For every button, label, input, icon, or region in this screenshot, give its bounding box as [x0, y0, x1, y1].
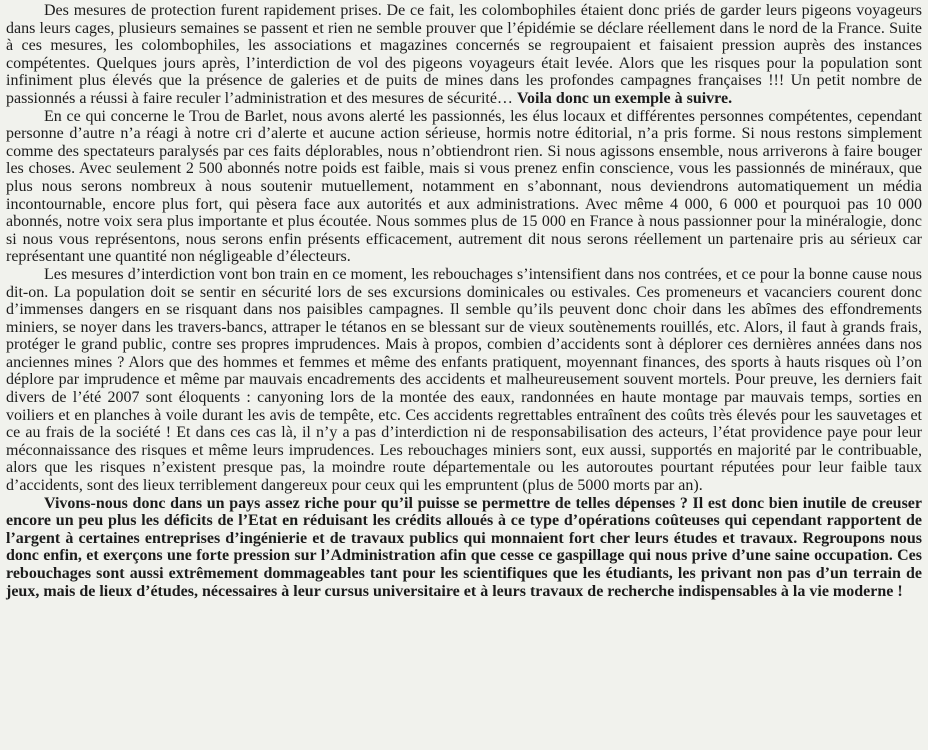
paragraph-pigeons-emphasis: Voila donc un exemple à suivre.: [516, 89, 733, 107]
paragraph-interdiction: Les mesures d’interdiction vont bon train en ce moment, les rebouchages s’intensifient dans nos contrées, et ce pour la bonne cause nous dit-on. La population doit se sentir en sécurité lors de ses excursions dominicales ou estivales. Ces promeneurs et vacanciers courent donc d’immenses dangers en se risquant dans nos paisibles campagnes. Il semble qu’ils peuvent donc choir dans les abîmes des effondrements miniers, se noyer dans les travers-bancs, attraper le tétanos en se blessant sur de vieux soutènements rouillés, etc. Alors, il faut à grands frais, protéger le grand public, contre ses propres imprudences. Mais à propos, combien d’accidents sont à déplorer ces dernières années dans nos anciennes mines ? Alors que des hommes et femmes et même des enfants pratiquent, moyennant finances, des sports à hauts risques où l’on déplore par imprudence et même par mauvais encadrements des accidents et malheureusement souvent mortels. Pour preuve, les derniers fait divers de l’été 2007 sont éloquents : canyoning lors de la montée des eaux, randonnées en haute montage par mauvais temps, sorties en voiliers et en planches à voile durant les avis de tempête, etc. Ces accidents regrettables entraînent des coûts très élevés pour les sauvetages et ce au frais de la société ! Et dans ces cas là, il n’y a pas d’interdiction ni de responsabilisation des acteurs, l’état providence paye pour leur méconnaissance des risques et même leurs imprudences. Les rebouchages miniers sont, eux aussi, supportés en majorité par le contribuable, alors que les risques n’existent presque pas, la moindre route départementale ou les autoroutes pourtant réputées pour leur faible taux d’accidents, sont des lieux terriblement dangereux pour ceux qui les empruntent (plus de 5000 morts par an).: [6, 265, 922, 495]
paragraph-pigeons-text: Des mesures de protection furent rapidement prises. De ce fait, les colombophiles étaient donc priés de garder leurs pigeons voyageurs dans leurs cages, plusieurs semaines se passent et rien ne semble prouver que l’épidémie se déclare réellement dans le nord de la France. Suite à ces mesures, les colombophiles, les associations et magazines concernés se regroupaient et faisaient pression auprès des instances compétentes. Quelques jours après, l’interdiction de vol des pigeons voyageurs était levée. Alors que les risques pour la population sont infiniment plus élevés que la présence de galeries et de puits de mines dans les profondes campagnes françaises !!! Un petit nombre de passionnés a réussi à faire reculer l’administration et des mesures de sécurité…: [6, 2, 922, 107]
paragraph-pigeons: [6, 2, 922, 108]
paragraph-trou-de-barlet: En ce qui concerne le Trou de Barlet, nous avons alerté les passionnés, les élus locaux et différentes personnes compétentes, cependant personne d’autre n’a réagi à notre cri d’alerte et aucune action sérieuse, hormis notre éditorial, n’a pris forme. Si nous restons simplement comme des spectateurs paralysés par ces faits déplorables, nous n’obtiendront rien. Si nous agissons ensemble, nous arriverons à faire bouger les choses. Avec seulement 2 500 abonnés notre poids est faible, mais si vous prenez enfin conscience, vous les passionnés de minéraux, que plus nous serons nombreux à nous soutenir mutuellement, notamment en s’abonnant, nous deviendrons automatiquement un média incontournable, encore plus fort, qui pèsera face aux autorités et aux administrations. Avec même 4 000, 6 000 et pourquoi pas 10 000 abonnés, notre voix sera plus importante et plus écoutée. Nous sommes plus de 15 000 en France à nous passionner pour la minéralogie, donc si nous vous représentons, nous serons enfin présents efficacement, autrement dit nous serons réellement un partenaire pris au sérieux car représentant une quantité non négligeable d’électeurs.: [6, 107, 922, 266]
paragraph-conclusion: Vivons-nous donc dans un pays assez riche pour qu’il puisse se permettre de telles dépenses ? Il est donc bien inutile de creuser encore un peu plus les déficits de l’Etat en réduisant les crédits alloués à ce type d’opérations coûteuses qui cependant rapportent de l’argent à certaines entreprises d’ingénierie et de travaux publics qui monnaient fort cher leurs études et travaux. Regroupons nous donc enfin, et exerçons une forte pression sur l’Administration afin que cesse ce gaspillage qui nous prive d’une saine occupation. Ces rebouchages sont aussi extrêmement dommageables tant pour les scientifiques que les étudiants, les privant non pas d’un terrain de jeux, mais de lieux d’études, nécessaires à leur cursus universitaire et à leurs travaux de recherche indispensables à la vie moderne !: [6, 494, 922, 600]
